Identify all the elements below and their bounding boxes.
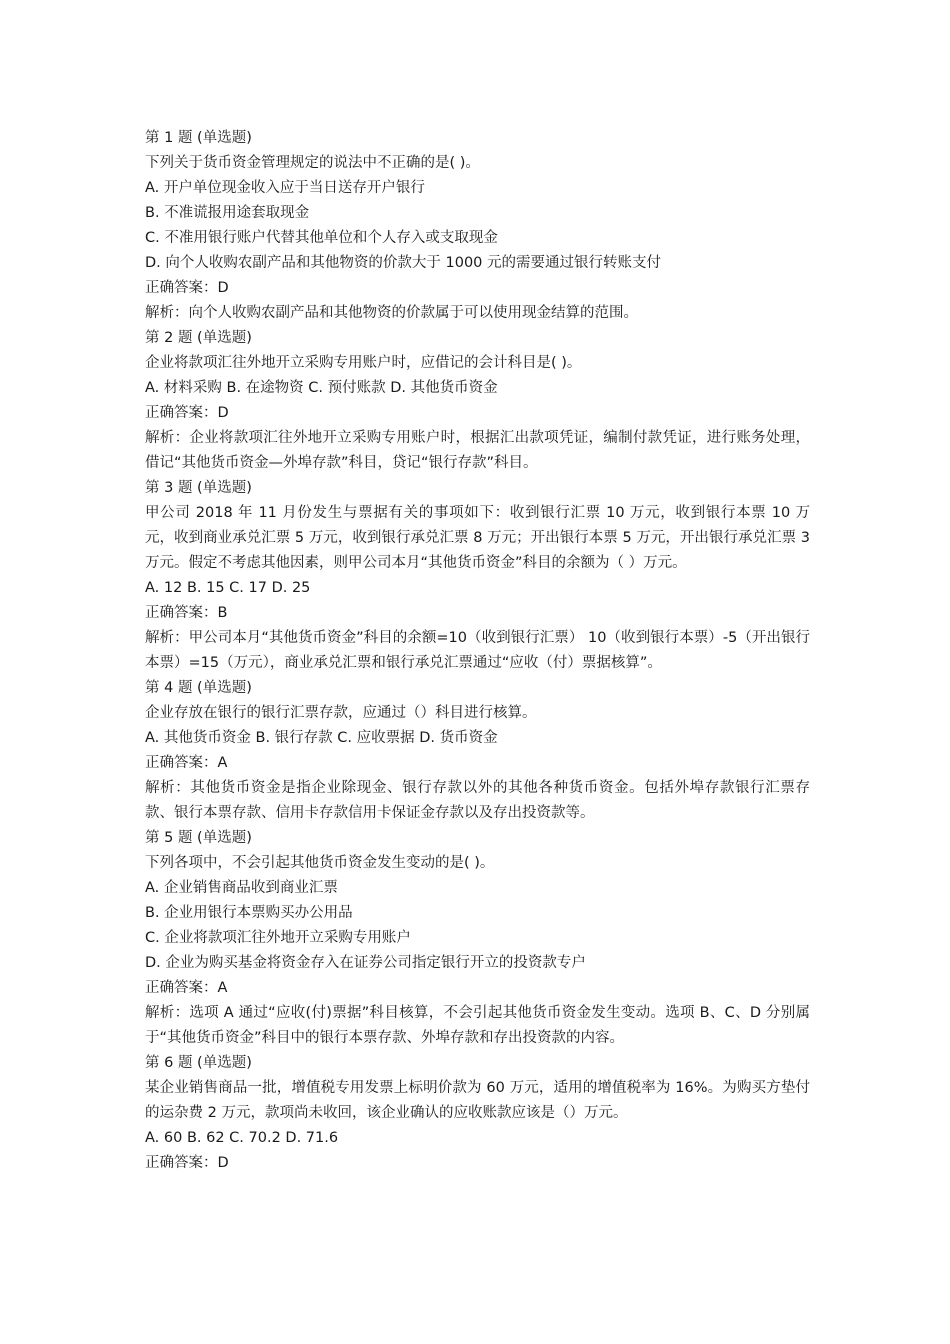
question-header: 第 3 题 (单选题) <box>145 480 252 496</box>
question-4 <box>145 676 810 826</box>
correct-answer: 正确答案：D <box>145 280 229 296</box>
analysis: 解析：其他货币资金是指企业除现金、银行存款以外的其他各种货币资金。包括外埠存款银行汇票存款、银行本票存款、信用卡存款信用卡保证金存款以及存出投资款等。 <box>145 780 810 821</box>
option-c: C. 不准用银行账户代替其他单位和个人存入或支取现金 <box>145 230 498 246</box>
options-line: A. 材料采购 B. 在途物资 C. 预付账款 D. 其他货币资金 <box>145 380 498 396</box>
option-d: D. 向个人收购农副产品和其他物资的价款大于 1000 元的需要通过银行转账支付 <box>145 255 662 271</box>
question-header: 第 6 题 (单选题) <box>145 1055 252 1071</box>
document-page <box>145 126 810 1176</box>
analysis: 解析：选项 A 通过“应收(付)票据”科目核算，不会引起其他货币资金发生变动。选项 B、C、D 分别属于“其他货币资金”科目中的银行本票存款、外埠存款和存出投资款的内容。 <box>145 1005 810 1046</box>
question-3 <box>145 476 810 676</box>
option-b: B. 企业用银行本票购买办公用品 <box>145 905 353 921</box>
options-line: A. 其他货币资金 B. 银行存款 C. 应收票据 D. 货币资金 <box>145 730 498 746</box>
correct-answer: 正确答案：D <box>145 1155 229 1171</box>
question-2 <box>145 326 810 476</box>
question-stem: 某企业销售商品一批，增值税专用发票上标明价款为 60 万元，适用的增值税率为 16%。为购买方垫付的运杂费 2 万元，款项尚未收回，该企业确认的应收账款应该是（）万元。 <box>145 1080 810 1121</box>
option-b: B. 不准谎报用途套取现金 <box>145 205 310 221</box>
analysis: 解析：企业将款项汇往外地开立采购专用账户时，根据汇出款项凭证，编制付款凭证，进行账务处理，借记“其他货币资金—外埠存款”科目，贷记“银行存款”科目。 <box>145 430 810 471</box>
question-stem: 企业将款项汇往外地开立采购专用账户时，应借记的会计科目是( )。 <box>145 355 582 371</box>
option-a: A. 开户单位现金收入应于当日送存开户银行 <box>145 180 425 196</box>
correct-answer: 正确答案：A <box>145 980 228 996</box>
option-a: A. 企业销售商品收到商业汇票 <box>145 880 338 896</box>
question-stem: 企业存放在银行的银行汇票存款，应通过（）科目进行核算。 <box>145 705 537 721</box>
options-line: A. 12 B. 15 C. 17 D. 25 <box>145 580 311 596</box>
analysis: 解析：向个人收购农副产品和其他物资的价款属于可以使用现金结算的范围。 <box>145 305 638 321</box>
question-header: 第 4 题 (单选题) <box>145 680 252 696</box>
question-5 <box>145 826 810 1051</box>
question-header: 第 5 题 (单选题) <box>145 830 252 846</box>
option-c: C. 企业将款项汇往外地开立采购专用账户 <box>145 930 411 946</box>
question-stem: 下列各项中，不会引起其他货币资金发生变动的是( )。 <box>145 855 495 871</box>
correct-answer: 正确答案：A <box>145 755 228 771</box>
option-d: D. 企业为购买基金将资金存入在证券公司指定银行开立的投资款专户 <box>145 955 586 971</box>
question-stem: 下列关于货币资金管理规定的说法中不正确的是( )。 <box>145 155 480 171</box>
correct-answer: 正确答案：B <box>145 605 228 621</box>
question-1 <box>145 126 810 326</box>
options-line: A. 60 B. 62 C. 70.2 D. 71.6 <box>145 1130 339 1146</box>
correct-answer: 正确答案：D <box>145 405 229 421</box>
question-stem: 甲公司 2018 年 11 月份发生与票据有关的事项如下：收到银行汇票 10 万元，收到银行本票 10 万元，收到商业承兑汇票 5 万元，收到银行承兑汇票 8 万元；开出银行本票 5 万元，开出银行承兑汇票 3 万元。假定不考虑其他因素，则甲公司本月“其他货币资金”科目的余额为（ ）万元。 <box>145 505 810 571</box>
question-header: 第 1 题 (单选题) <box>145 130 252 146</box>
question-header: 第 2 题 (单选题) <box>145 330 252 346</box>
analysis: 解析：甲公司本月“其他货币资金”科目的余额=10（收到银行汇票） 10（收到银行本票）-5（开出银行本票）=15（万元），商业承兑汇票和银行承兑汇票通过“应收（付）票据核算”。 <box>145 630 810 671</box>
question-6 <box>145 1051 810 1176</box>
